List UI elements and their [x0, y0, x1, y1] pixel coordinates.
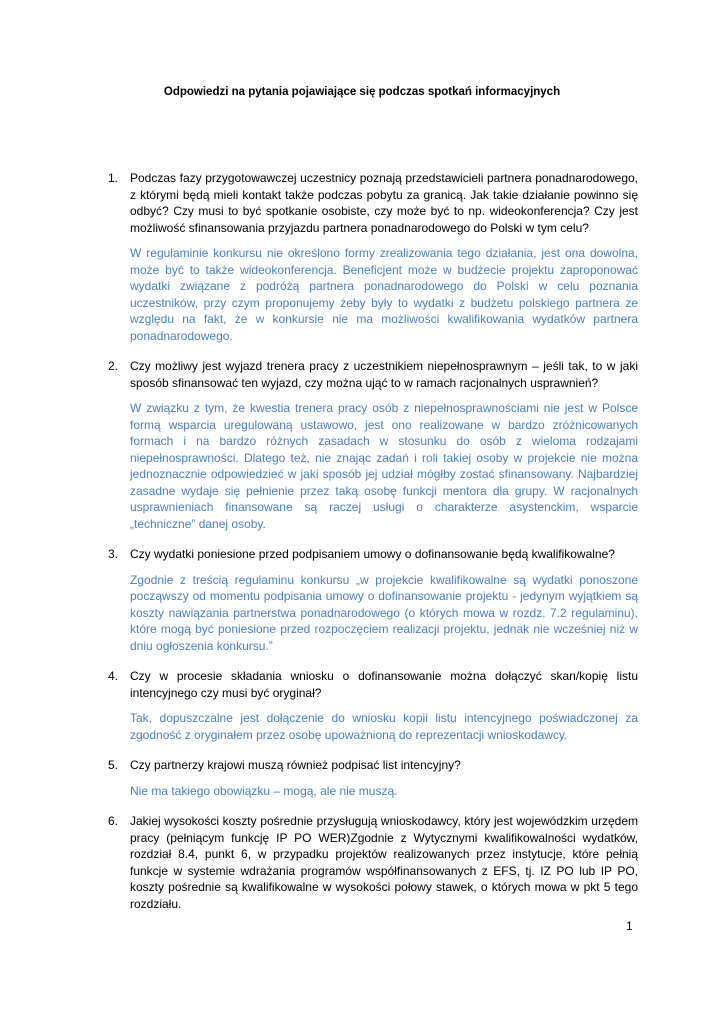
question-text: Podczas fazy przygotowawczej uczestnicy poznają przedstawicieli partnera ponadnarodowego, z którymi będą mieli kontakt także podczas pobytu za granicą. Jak takie działanie powinno się odbyć? Czy musi to być spotkanie osobiste, czy może być to np. wideokonferencja? Czy jest możliwość sfinansowania przyjazdu partnera ponadnarodowego do Polski w tym celu? [130, 171, 638, 235]
qa-list [108, 170, 638, 926]
answer-text: W związku z tym, że kwestia trenera pracy osób z niepełnosprawnościami nie jest w Polsce formą wsparcia uregulowaną ustawowo, jest ono realizowane w bardzo zróżnicowanych formach i na bardzo różnych zasadach w stosunku do osób z wieloma rodzajami niepełnosprawności. Dlatego też, nie znając zadań i roli takiej osoby w projekcie nie można jednoznacznie odpowiedzieć w jaki sposób jej udział mógłby zostać sfinansowany. Najbardziej zasadne wydaje się pełnienie przez taką osobę funkcji mentora dla grupy. W racjonalnych usprawnieniach finansowane są raczej usługi o charakterze asystenckim, wsparcie „techniczne” danej osoby. [130, 401, 638, 531]
question-text: Czy w procesie składania wniosku o dofinansowanie można dołączyć skan/kopię listu intencyjnego czy musi być oryginał? [130, 669, 638, 700]
page-number: 1 [626, 919, 633, 933]
qa-item-6 [108, 813, 638, 912]
answer-text: W regulaminie konkursu nie określono formy zrealizowania tego działania, jest ona dowolna, może być to także wideokonferencja. Beneficjent może w budżecie projektu zaproponować wydatki związane z podróżą partnera ponadnarodowego do Polski w celu poznania uczestników, przy czym proponujemy żeby były to wydatki z budżetu polskiego partnera ze względu na fakt, że w konkursie nie ma możliwości kwalifikowania wydatków partnera ponadnarodowego. [130, 246, 638, 343]
qa-item-4 [108, 668, 638, 743]
page-title: Odpowiedzi na pytania pojawiające się podczas spotkań informacyjnych [163, 86, 561, 98]
question [108, 668, 638, 701]
question-text: Czy wydatki poniesione przed podpisaniem umowy o dofinansowanie będą kwalifikowalne? [130, 547, 615, 561]
question-text: Czy partnerzy krajowi muszą również podpisać list intencyjny? [130, 758, 461, 772]
question-number: 6. [108, 814, 119, 828]
question-text: Czy możliwy jest wyjazd trenera pracy z uczestnikiem niepełnosprawnym – jeśli tak, to w jaki sposób sfinansować ten wyjazd, czy można ująć to w ramach racjonalnych usprawnień? [130, 359, 638, 390]
question-number: 4. [108, 669, 119, 683]
question [108, 813, 638, 912]
question-number: 3. [108, 547, 119, 561]
answer-text: Zgodnie z treścią regulaminu konkursu „w projekcie kwalifikowalne są wydatki ponoszone począwszy od momentu podpisania umowy o dofinansowanie projektu - jedynym wyjątkiem są koszty nawiązania partnerstwa ponadnarodowego (o których mowa w rozdz. 7.2 regulaminu), które mogą być poniesione przed rozpoczęciem realizacji projektu, jednak nie wcześniej niż w dniu ogłoszenia konkursu.” [130, 572, 638, 653]
answer-text: Tak, dopuszczalne jest dołączenie do wniosku kopii listu intencyjnego poświadczonej za zgodność z oryginałem przez osobę upoważnioną do reprezentacji wnioskodawcy. [130, 711, 638, 742]
question [108, 358, 638, 391]
question-number: 1. [108, 171, 119, 185]
question [108, 546, 638, 563]
answer-text: Nie ma takiego obowiązku – mogą, ale nie muszą. [130, 783, 398, 798]
question-number: 5. [108, 758, 119, 772]
question [108, 757, 638, 774]
qa-item-5 [108, 757, 638, 799]
question-text: Jakiej wysokości koszty pośrednie przysługują wnioskodawcy, który jest wojewódzkim urzędem pracy (pełniącym funkcję IP PO WER)Zgodnie z Wytycznymi kwalifikowalności wydatków, rozdział 8.4, punkt 6, w przypadku projektów realizowanych przez instytucje, które pełnią funkcje w systemie wdrażania programów współfinansowanych z EFS, tj. IZ PO lub IP PO, koszty pośrednie są kwalifikowalne w wysokości połowy stawek, o których mowa w pkt 5 tego rozdziału. [130, 814, 638, 911]
question [108, 170, 638, 236]
question-number: 2. [108, 359, 119, 373]
qa-item-1 [108, 170, 638, 344]
qa-item-3 [108, 546, 638, 654]
qa-item-2 [108, 358, 638, 532]
